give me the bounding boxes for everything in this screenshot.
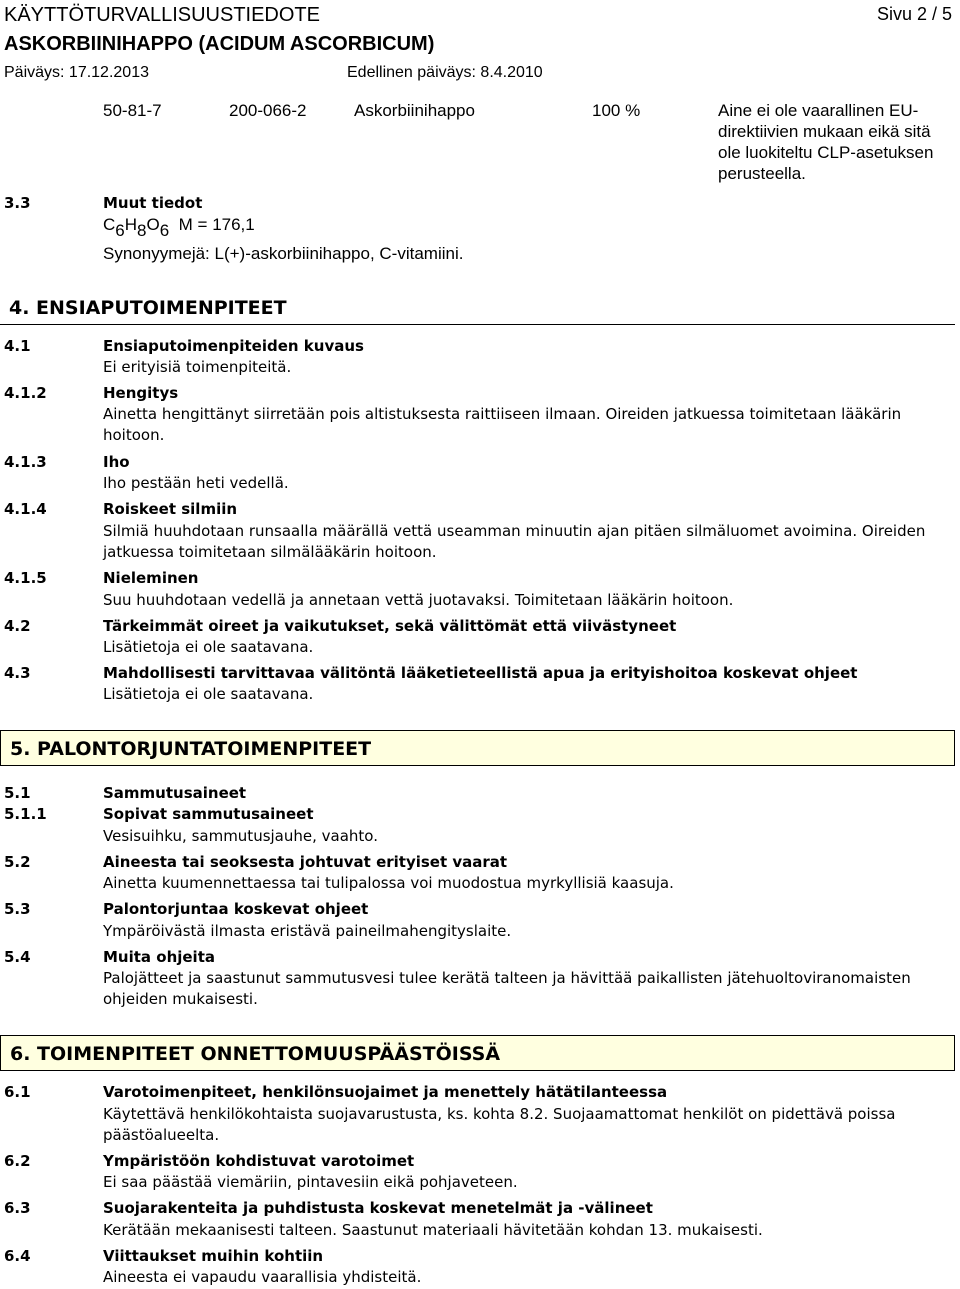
concentration: 100 %: [592, 101, 641, 120]
section-6-title: 6. TOIMENPITEET ONNETTOMUUSPÄÄSTÖISSÄ: [0, 1035, 955, 1071]
ec-number: 200-066-2: [229, 101, 307, 120]
revision-date: Päiväys: 17.12.2013: [4, 64, 149, 81]
section-heading: Muut tiedot: [103, 194, 203, 212]
document-type: KÄYTTÖTURVALLISUUSTIEDOTE: [4, 4, 320, 26]
cas-number: 50-81-7: [103, 101, 162, 120]
previous-date: Edellinen päiväys: 8.4.2010: [347, 64, 543, 81]
section-5-title: 5. PALONTORJUNTATOIMENPITEET: [0, 730, 955, 766]
molecular-formula: $C_6H_8O_6$ M = 176,1: [103, 215, 255, 240]
section-number: 3.3: [4, 194, 31, 212]
molar-mass: M = 176,1: [178, 215, 255, 234]
component-name: Askorbiinihappo: [354, 101, 475, 120]
classification: Aine ei ole vaarallinen EU-direktiivien mukaan eikä sitä ole luokiteltu CLP-asetuksen perusteella.: [718, 101, 934, 183]
page-number: Sivu 2 / 5: [876, 4, 952, 24]
synonyms: Synonyymejä: L(+)-askorbiinihappo, C-vitamiini.: [103, 244, 464, 263]
substance-name: ASKORBIINIHAPPO (ACIDUM ASCORBICUM): [4, 33, 435, 55]
section-4-title: 4. ENSIAPUTOIMENPITEET: [0, 291, 955, 325]
